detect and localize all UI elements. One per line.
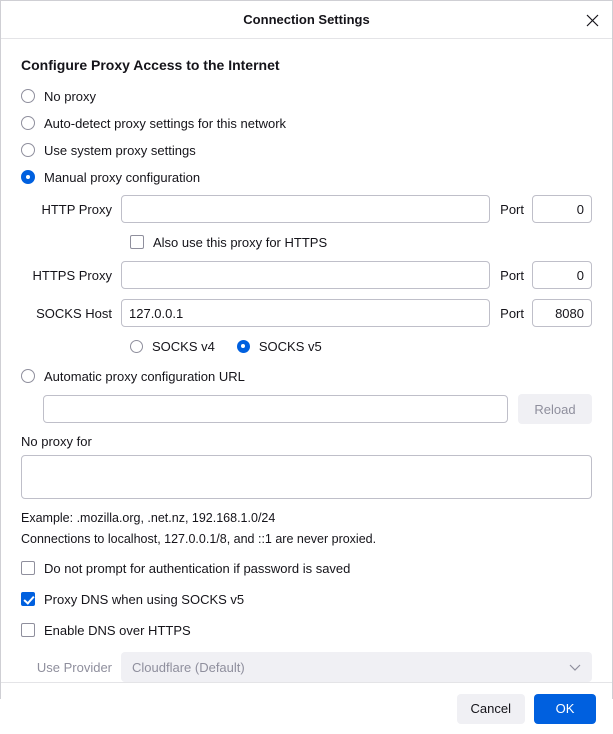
radio-socks-v5-label: SOCKS v5 — [258, 338, 322, 354]
no-prompt-auth-label: Do not prompt for authentication if password is saved — [44, 560, 351, 576]
pac-url-input[interactable] — [43, 395, 508, 423]
also-use-proxy-https-indicator — [130, 235, 144, 249]
no-prompt-auth-indicator — [21, 561, 35, 575]
https-proxy-label: HTTPS Proxy — [32, 267, 112, 283]
radio-system-proxy-indicator — [21, 143, 35, 157]
chevron-down-icon — [569, 660, 581, 675]
socks-port-label: Port — [500, 305, 524, 321]
enable-doh-checkbox[interactable] — [21, 621, 592, 639]
close-button[interactable] — [580, 8, 604, 32]
no-proxy-for-textarea[interactable] — [21, 455, 592, 499]
dialog-body — [1, 39, 612, 682]
radio-socks-v4-indicator — [130, 340, 143, 353]
https-proxy-port-label: Port — [500, 267, 524, 283]
radio-socks-v5-indicator — [237, 340, 250, 353]
localhost-note: Connections to localhost, 127.0.0.1/8, and ::1 are never proxied. — [21, 532, 377, 546]
radio-socks-v4[interactable] — [130, 337, 215, 355]
radio-no-proxy-label: No proxy — [44, 88, 97, 104]
radio-auto-detect-label: Auto-detect proxy settings for this network — [44, 115, 287, 131]
radio-pac-url-indicator — [21, 369, 35, 383]
radio-system-proxy-label: Use system proxy settings — [44, 142, 196, 158]
ok-button[interactable]: OK — [534, 694, 596, 724]
enable-doh-label: Enable DNS over HTTPS — [44, 622, 191, 638]
doh-provider-label: Use Provider — [36, 659, 112, 675]
pac-url-row — [21, 394, 592, 424]
radio-pac-url[interactable] — [21, 367, 592, 385]
radio-socks-v4-label: SOCKS v4 — [152, 338, 215, 354]
section-title: Configure Proxy Access to the Internet — [21, 57, 280, 73]
also-use-proxy-https-label: Also use this proxy for HTTPS — [153, 234, 328, 250]
http-proxy-label: HTTP Proxy — [41, 201, 112, 217]
radio-manual-proxy-indicator — [21, 170, 35, 184]
socks-host-label: SOCKS Host — [36, 305, 112, 321]
no-proxy-example: Example: .mozilla.org, .net.nz, 192.168.1.0/24 — [21, 511, 276, 525]
radio-system-proxy[interactable] — [21, 141, 592, 159]
radio-manual-proxy-label: Manual proxy configuration — [44, 169, 201, 185]
cancel-button[interactable]: Cancel — [457, 694, 525, 724]
manual-proxy-group — [21, 195, 592, 355]
https-proxy-port-input[interactable] — [532, 261, 592, 289]
no-proxy-for-label: No proxy for — [21, 434, 92, 449]
socks-host-row — [21, 299, 592, 327]
dialog-footer — [1, 682, 612, 734]
close-icon — [586, 14, 599, 27]
socks-host-input[interactable] — [121, 299, 490, 327]
doh-provider-value: Cloudflare (Default) — [132, 659, 245, 675]
radio-socks-v5[interactable] — [237, 337, 322, 355]
socks-version-group — [130, 337, 592, 355]
radio-no-proxy-indicator — [21, 89, 35, 103]
http-proxy-host-input[interactable] — [121, 195, 490, 223]
radio-auto-detect-indicator — [21, 116, 35, 130]
doh-provider-row — [21, 652, 592, 682]
proxy-dns-checkbox[interactable] — [21, 590, 592, 608]
proxy-dns-label: Proxy DNS when using SOCKS v5 — [44, 591, 245, 607]
socks-port-input[interactable] — [532, 299, 592, 327]
dialog-titlebar — [1, 1, 612, 39]
enable-doh-indicator — [21, 623, 35, 637]
dialog-title: Connection Settings — [243, 12, 370, 27]
proxy-dns-indicator — [21, 592, 35, 606]
radio-auto-detect[interactable] — [21, 114, 592, 132]
also-use-proxy-https-checkbox[interactable] — [130, 233, 592, 251]
radio-manual-proxy[interactable] — [21, 168, 592, 186]
doh-provider-select[interactable] — [121, 652, 592, 682]
no-prompt-auth-checkbox[interactable] — [21, 559, 592, 577]
reload-button[interactable]: Reload — [518, 394, 592, 424]
http-proxy-port-label: Port — [500, 201, 524, 217]
radio-pac-url-label: Automatic proxy configuration URL — [44, 368, 245, 384]
https-proxy-host-input[interactable] — [121, 261, 490, 289]
http-proxy-port-input[interactable] — [532, 195, 592, 223]
https-proxy-row — [21, 261, 592, 289]
radio-no-proxy[interactable] — [21, 87, 592, 105]
http-proxy-row — [21, 195, 592, 223]
